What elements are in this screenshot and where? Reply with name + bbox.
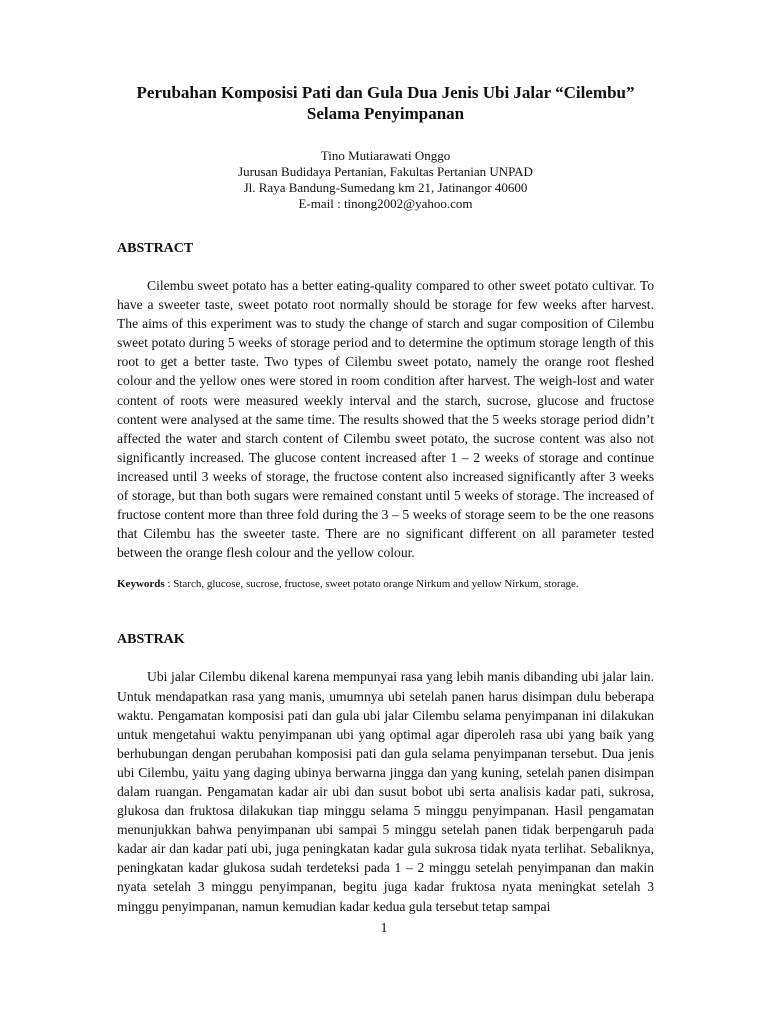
abstract-heading: ABSTRACT: [117, 241, 194, 256]
keywords-block: [117, 577, 654, 591]
author-name: Tino Mutiarawati Onggo: [320, 148, 451, 163]
keywords-label: Keywords: [117, 578, 165, 591]
paper-title: [117, 82, 654, 124]
author-email: E-mail : tinong2002@yahoo.com: [298, 196, 473, 211]
keywords-separator: :: [164, 578, 174, 591]
page-number: 1: [380, 921, 388, 936]
title-line-1: Perubahan Komposisi Pati dan Gula Dua Jenis Ubi Jalar “Cilembu”: [136, 83, 635, 102]
abstrak-body: Ubi jalar Cilembu dikenal karena mempunyai rasa yang lebih manis dibanding ubi jalar lain. Untuk mendapatkan rasa yang manis, umumnya ubi setelah panen harus disimpan dulu beberapa waktu. Pengamatan komposisi pati dan gula ubi jalar Cilembu selama penyimpanan ini dilakukan untuk mengetahui waktu penyimpanan ubi yang optimal agar diperoleh rasa ubi yang baik yang berhubungan dengan perubahan komposisi pati dan gula selama penyimpanan tersebut. Dua jenis ubi Cilembu, yaitu yang daging ubinya berwarna jingga dan yang kuning, setelah panen disimpan dalam ruangan. Pengamatan kadar air ubi dan susut bobot ubi serta analisis kadar pati, sukrosa, glukosa dan fruktosa dilakukan tiap minggu selama 5 minggu penyimpanan. Hasil pengamatan menunjukkan bahwa penyimpanan ubi sampai 5 minggu setelah panen tidak berpengaruh pada kadar air dan kadar pati ubi, juga peningkatan kadar gula sukrosa tidak nyata terlihat. Sebaliknya, peningkatan kadar glukosa sudah terdeteksi pada 1 – 2 minggu setelah penyimpanan dan makin nyata setelah 3 minggu penyimpanan, begitu juga kadar fruktosa nyata meningkat setelah 3 minggu penyimpanan, namun kemudian kadar kedua gula tersebut tetap sampai: [117, 669, 654, 914]
author-address: Jl. Raya Bandung-Sumedang km 21, Jatinangor 40600: [243, 180, 528, 195]
abstract-body: Cilembu sweet potato has a better eating-quality compared to other sweet potato cultivar. To have a sweeter taste, sweet potato root normally should be storage for few weeks after harvest. The aims of this experiment was to study the change of starch and sugar composition of Cilembu sweet potato during 5 weeks of storage period and to determine the optimum storage length of this root to get a better taste. Two types of Cilembu sweet potato, namely the orange root fleshed colour and the yellow ones were stored in room condition after harvest. The weigh-lost and water content of roots were measured weekly interval and the starch, sucrose, glucose and fructose content were analysed at the same time. The results showed that the 5 weeks storage period didn’t affected the water and starch content of Cilembu sweet potato, the sucrose content was also not significantly increased. The glucose content increased after 1 – 2 weeks of storage and continue increased until 3 weeks of storage, the fructose content also increased significantly after 3 weeks of storage, but than both sugars were remained constant until 5 weeks of storage. The increased of fructose content more than three fold during the 3 – 5 weeks of storage seem to be the one reasons that Cilembu has the sweeter taste. There are no significant different on all parameter tested between the orange flesh colour and the yellow colour.: [117, 278, 654, 561]
abstrak-heading: ABSTRAK: [117, 632, 185, 648]
title-line-2: Selama Penyimpanan: [306, 104, 465, 123]
author-block: [117, 148, 654, 212]
author-affiliation: Jurusan Budidaya Pertanian, Fakultas Pertanian UNPAD: [238, 164, 533, 179]
keywords-text: Starch, glucose, sucrose, fructose, sweet potato orange Nirkum and yellow Nirkum, storage.: [173, 578, 579, 591]
paper-page: [117, 82, 654, 916]
